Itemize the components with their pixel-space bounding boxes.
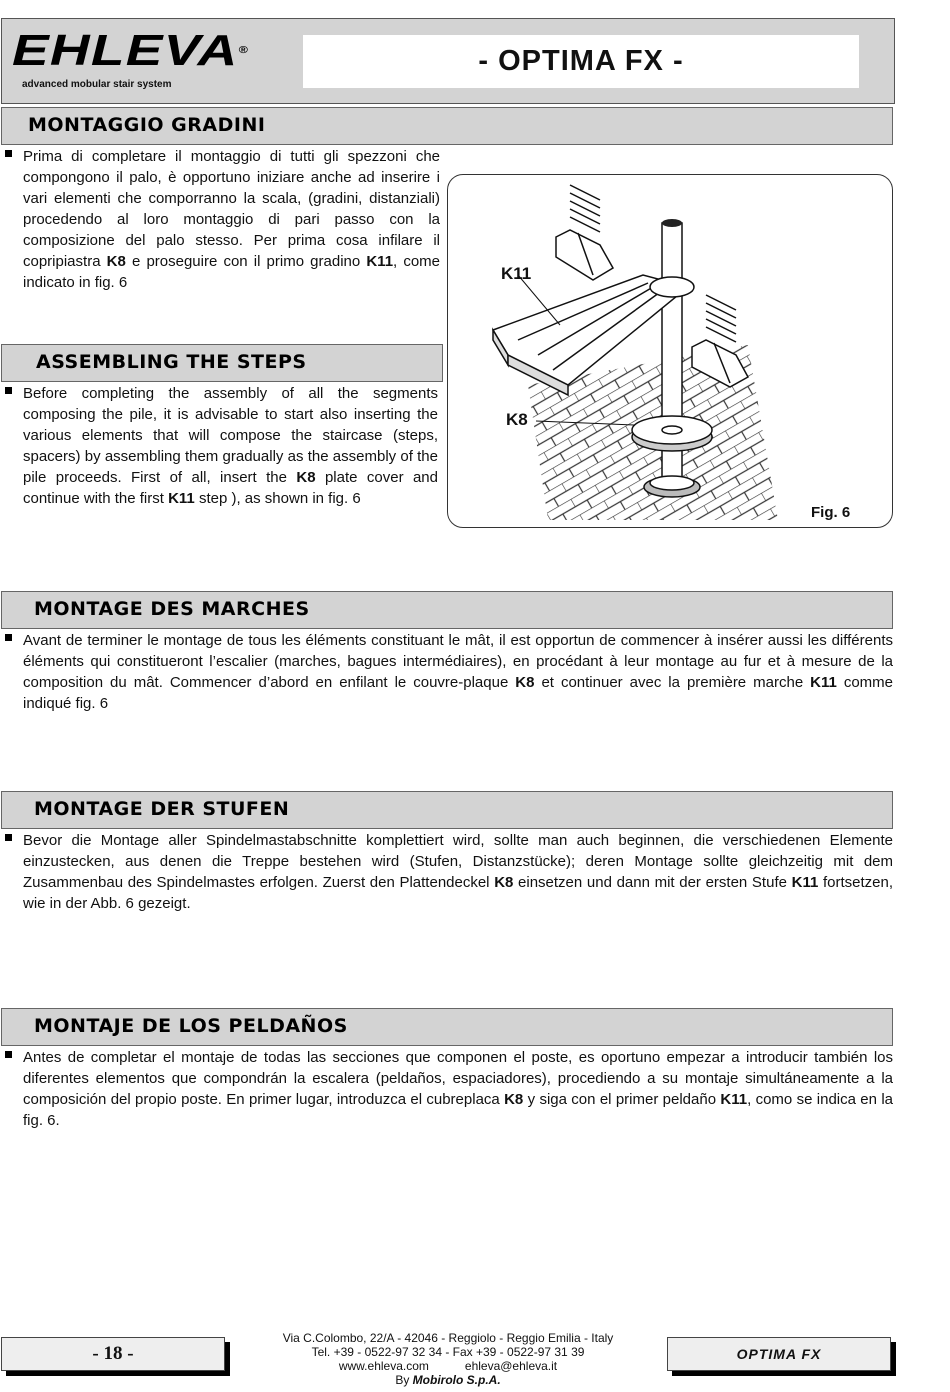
pole (662, 223, 682, 493)
figure-caption: Fig. 6 (811, 504, 851, 521)
section-heading-de: MONTAGE DER STUFEN (34, 798, 290, 820)
section-heading-es: MONTAJE DE LOS PELDAÑOS (34, 1015, 348, 1037)
arrow-down-icon-left (556, 185, 613, 285)
bullet-icon (5, 387, 12, 394)
bullet-icon (5, 634, 12, 641)
page-number: - 18 - (92, 1343, 134, 1364)
bullet-icon (5, 150, 12, 157)
footer-product: OPTIMA FX (736, 1346, 822, 1362)
paragraph-es: Antes de completar el montaje de todas las secciones que componen el poste, es oportuno empezar a introducir también los diferentes elementos que compondrán la escalera (peldaños, espaciadores), procediendo a su montaje simultáneamente a la composición del propio poste. En primer lugar, introduzca el cubreplaca K8 y siga con el primer peldaño K11, como se indica en la fig. 6. (23, 1049, 894, 1129)
footer-email[interactable]: ehleva@ehleva.it (464, 1359, 558, 1373)
section-heading-en: ASSEMBLING THE STEPS (36, 351, 307, 373)
paragraph-en: Before completing the assembly of all the segments composing the pile, it is advisable to start also inserting the various elements that will compose the staircase (steps, spacers) by assembling them gradually as the assembly of the pile proceeds. First of all, insert the K8 plate cover and continue with the first K11 step ), as shown in fig. 6 (23, 385, 438, 507)
paragraph-it: Prima di completare il montaggio di tutti gli spezzoni che compongono il palo, è opportuno iniziare anche ad inserire i vari elementi che comporranno la scala, (gradini, distanziali) procedendo al loro montaggio di pari passo con la composizione del palo stesso. Per prima cosa infilare il copripiastra K8 e proseguire con il primo gradino K11, come indicato in fig. 6 (23, 148, 441, 291)
section-heading-fr: MONTAGE DES MARCHES (34, 598, 310, 620)
figure-label-k11: K11 (501, 264, 532, 283)
section-heading-it: MONTAGGIO GRADINI (28, 114, 266, 136)
bullet-icon (5, 1051, 12, 1058)
plate-cover-k8 (632, 416, 712, 451)
document-title: - OPTIMA FX - (478, 45, 684, 77)
footer-phone: Tel. +39 - 0522-97 32 34 - Fax +39 - 0522-97 31 39 (311, 1345, 585, 1359)
base-plate (644, 476, 700, 497)
footer-web (238, 1359, 658, 1373)
bullet-icon (5, 834, 12, 841)
figure-label-k8: K8 (506, 410, 528, 429)
stair-assembly-diagram (448, 175, 893, 528)
footer-company: By Mobirolo S.p.A. (395, 1373, 501, 1387)
footer-address: Via C.Colombo, 22/A - 42046 - Reggiolo - Reggio Emilia - Italy (282, 1331, 614, 1345)
brand-logo: EHLEVA® (12, 26, 249, 75)
paragraph-de: Bevor die Montage aller Spindelmastabschnitte komplettiert wird, sollte man auch beginnen, die verschiedenen Elemente einzustecken, aus denen die Treppe bestehen wird (Stufen, Distanzstücke); deren Montage sollte gleichzeitig mit dem Zusammenbau des Spindelmastes erfolgen. Zuerst den Plattendeckel K8 einsetzen und dann mit der ersten Stufe K11 fortsetzen, wie in der Abb. 6 gezeigt. (23, 832, 894, 912)
brand-tagline: advanced mobular stair system (22, 79, 172, 90)
paragraph-fr: Avant de terminer le montage de tous les éléments constituant le mât, il est opportun de commencer à insérer aussi les différents éléments qui constitueront l’escalier (marches, bagues intermédiaires), en procédant à leur montage au fur et à mesure de la composition du mât. Commencer d’abord en enfilant le couvre-plaque K8 et continuer avec la première marche K11 comme indiqué fig. 6 (23, 632, 894, 712)
figure-6 (447, 174, 893, 528)
footer-website[interactable]: www.ehleva.com (338, 1359, 429, 1373)
